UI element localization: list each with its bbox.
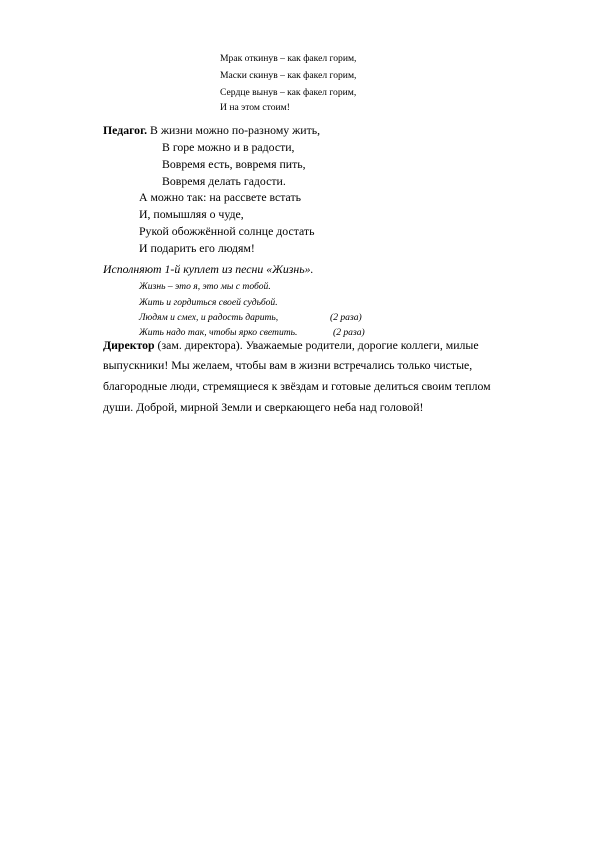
teacher-speaker: Педагог. — [103, 123, 148, 137]
director-line-text: (зам. директора). Уважаемые родители, дорогие коллеги, милые — [154, 338, 479, 352]
teacher-line: Вовремя есть, вовремя пить, — [162, 157, 306, 171]
director-line — [103, 340, 479, 352]
repeat-note: (2 раза) — [333, 327, 365, 338]
director-line: души. Доброй, мирной Земли и сверкающего неба над головой! — [103, 400, 424, 414]
song-line: Людям и смех, и радость дарить, — [139, 312, 279, 323]
song-line: Жизнь – это я, это мы с тобой. — [139, 281, 271, 292]
verse-line: Сердце вынув – как факел горим, — [220, 87, 357, 98]
teacher-line-text: В жизни можно по-разному жить, — [147, 123, 321, 137]
director-speaker: Директор — [103, 338, 155, 352]
stage-direction: Исполняют 1-й куплет из песни «Жизнь». — [103, 262, 314, 276]
song-line: Жить и гордиться своей судьбой. — [139, 297, 278, 308]
verse-line: Маски скинув – как факел горим, — [220, 70, 357, 81]
teacher-line: В горе можно и в радости, — [162, 140, 295, 154]
teacher-line: Вовремя делать гадости. — [162, 174, 286, 188]
teacher-line: И подарить его людям! — [139, 241, 255, 255]
director-line: выпускники! Мы желаем, чтобы вам в жизни встречались только чистые, — [103, 358, 473, 372]
repeat-note: (2 раза) — [330, 312, 362, 323]
teacher-line: Рукой обожжённой солнце достать — [139, 224, 315, 238]
song-line: Жить надо так, чтобы ярко светить. — [139, 327, 298, 338]
teacher-line: И, помышляя о чуде, — [139, 207, 244, 221]
verse-line: И на этом стоим! — [220, 102, 290, 113]
teacher-line — [103, 125, 320, 137]
teacher-line: А можно так: на рассвете встать — [139, 190, 302, 204]
director-line: благородные люди, стремящиеся к звёздам и готовые делиться своим теплом — [103, 379, 491, 393]
verse-line: Мрак откинув – как факел горим, — [220, 53, 357, 64]
